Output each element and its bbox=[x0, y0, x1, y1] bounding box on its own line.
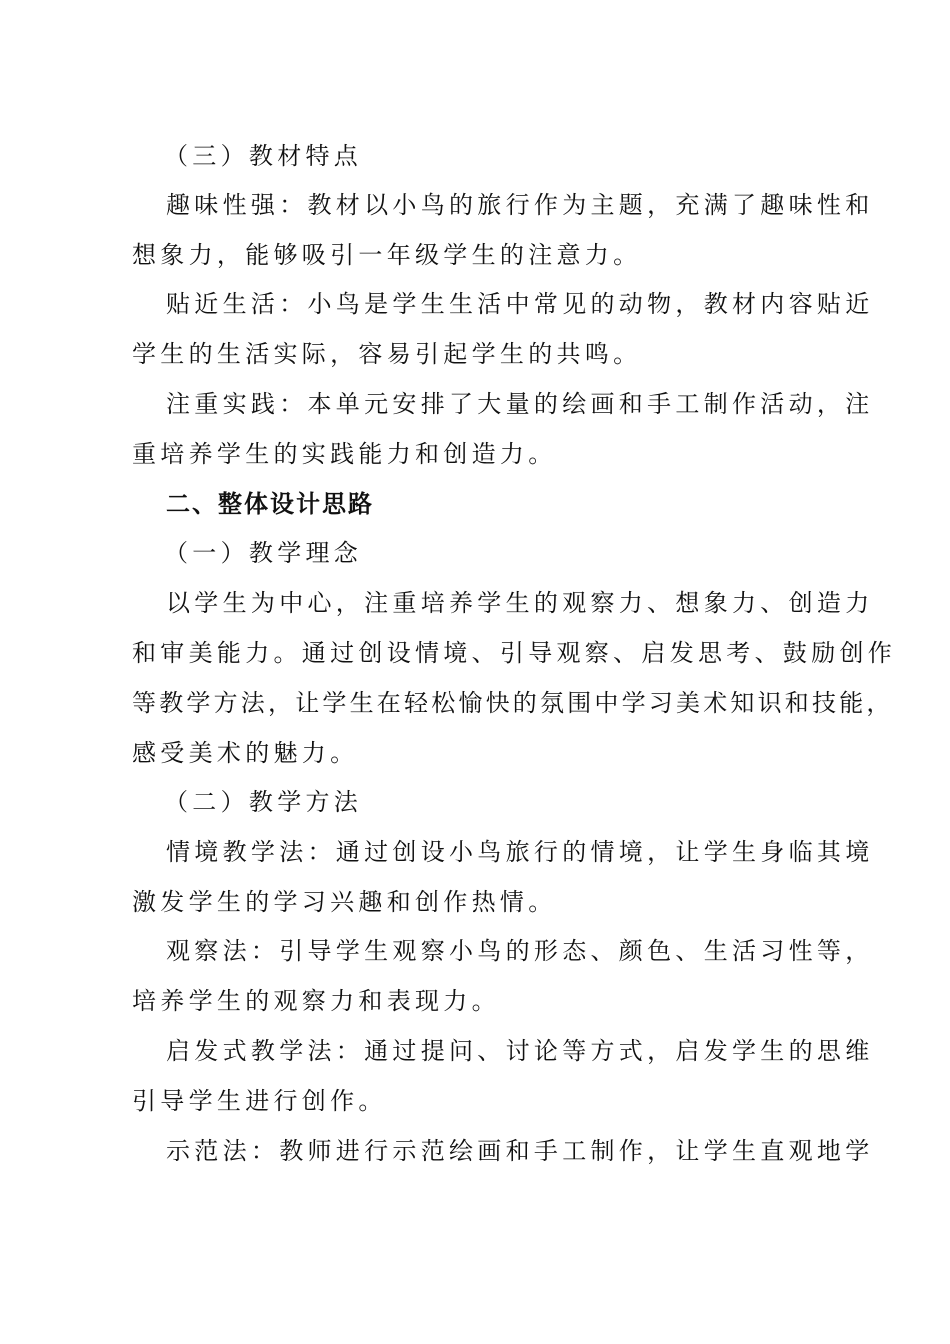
subsection-title-teaching-methods: （二）教学方法 bbox=[164, 788, 363, 816]
paragraph-line: 示范法：教师进行示范绘画和手工制作，让学生直观地学 bbox=[166, 1137, 874, 1165]
paragraph-line: 感受美术的魅力。 bbox=[132, 739, 359, 767]
paragraph-line: 情境教学法：通过创设小鸟旅行的情境，让学生身临其境 bbox=[166, 838, 874, 866]
paragraph-line: 注重实践：本单元安排了大量的绘画和手工制作活动，注 bbox=[166, 390, 874, 418]
paragraph-line: 以学生为中心，注重培养学生的观察力、想象力、创造力 bbox=[166, 589, 874, 617]
paragraph-line: 引导学生进行创作。 bbox=[132, 1087, 387, 1115]
paragraph-line: 趣味性强：教材以小鸟的旅行作为主题，充满了趣味性和 bbox=[166, 191, 874, 219]
paragraph-line: 激发学生的学习兴趣和创作热情。 bbox=[132, 888, 557, 916]
subsection-title-teaching-philosophy: （一）教学理念 bbox=[164, 539, 363, 567]
paragraph-line: 学生的生活实际，容易引起学生的共鸣。 bbox=[132, 340, 642, 368]
paragraph-line: 和审美能力。通过创设情境、引导观察、启发思考、鼓励创作 bbox=[132, 639, 897, 667]
paragraph-line: 等教学方法，让学生在轻松愉快的氛围中学习美术知识和技能， bbox=[132, 689, 894, 717]
paragraph-line: 想象力，能够吸引一年级学生的注意力。 bbox=[132, 241, 642, 269]
paragraph-line: 培养学生的观察力和表现力。 bbox=[132, 987, 500, 1015]
paragraph-line: 启发式教学法：通过提问、讨论等方式，启发学生的思维 bbox=[166, 1037, 874, 1065]
subsection-title-textbook-features: （三）教材特点 bbox=[164, 142, 363, 170]
section-heading-overall-design: 二、整体设计思路 bbox=[166, 490, 374, 518]
paragraph-line: 观察法：引导学生观察小鸟的形态、颜色、生活习性等， bbox=[166, 937, 874, 965]
paragraph-line: 贴近生活：小鸟是学生生活中常见的动物，教材内容贴近 bbox=[166, 290, 874, 318]
paragraph-line: 重培养学生的实践能力和创造力。 bbox=[132, 440, 557, 468]
